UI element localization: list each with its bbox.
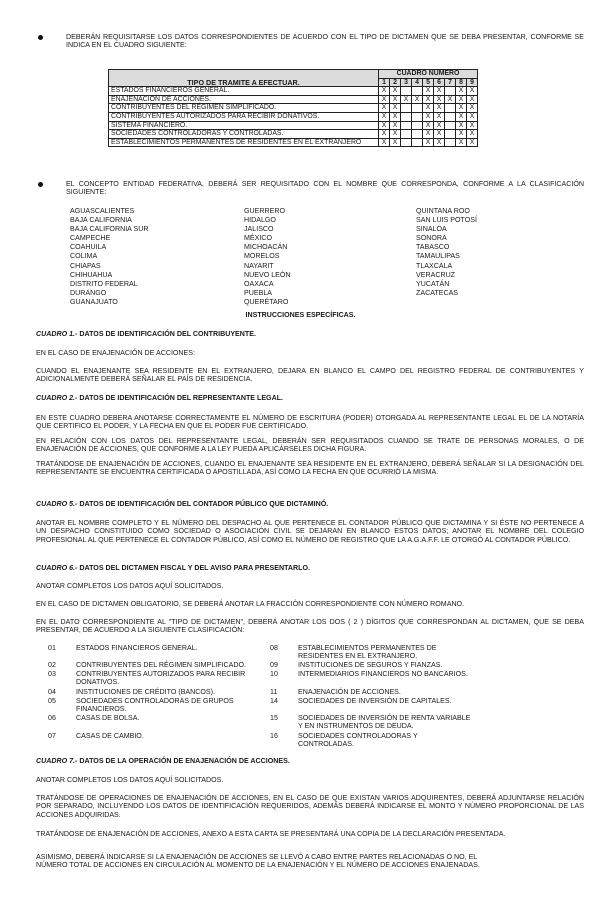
- table-cell-mark: X: [467, 121, 478, 130]
- classification-item: [48, 697, 252, 713]
- state-name: SAN LUIS POTOSÍ: [416, 216, 477, 225]
- section-title: DATOS DEL DICTAMEN FISCAL Y DEL AVISO PARA PRESENTARLO.: [79, 564, 310, 572]
- classification-item: [48, 644, 252, 652]
- table-cell-mark: X: [379, 87, 390, 96]
- table-cell-mark: [445, 130, 456, 139]
- state-name: COLIMA: [70, 252, 98, 261]
- section-heading-cuadro-5: [36, 500, 584, 508]
- table-cell-mark: X: [456, 112, 467, 121]
- state-name: AGUASCALIENTES: [70, 207, 135, 215]
- table-cell-mark: X: [423, 130, 434, 139]
- paragraph: EN ESTE CUADRO DEBERA ANOTARSE CORRECTAMENTE EL NÚMERO DE ESCRITURA (PODER) OTORGADA AL REPRESENTANTE LEGAL EL DE LA NOTARÍA QUE CERTIFICO EL PODER, Y LA FECHA EN QUE EL PODER FUE CERTIFICADO.: [36, 414, 584, 431]
- state-name: TAMAULIPAS: [416, 252, 460, 261]
- classification-code: 06: [48, 714, 56, 722]
- state-name: TLAXCALA: [416, 261, 453, 270]
- table-cell-mark: X: [467, 112, 478, 121]
- state-name: YUCATÁN: [416, 279, 450, 288]
- state-name: BAJA CALIFORNIA: [70, 216, 132, 225]
- table-cell-mark: [401, 121, 412, 130]
- state-name: CHIAPAS: [70, 261, 101, 270]
- table-cell-mark: X: [434, 130, 445, 139]
- table-cell-mark: [412, 104, 423, 113]
- table-row: [109, 130, 478, 139]
- classification-code: 02: [48, 661, 56, 669]
- state-name: CAMPECHE: [70, 234, 111, 243]
- bullet-text: EL CONCEPTO ENTIDAD FEDERATIVA, DEBERÁ SER REQUISITADO CON EL NOMBRE QUE CORRESPONDA, CONFORME A LA CLASIFICACIÓN SIGUIENTE:: [66, 180, 584, 197]
- state-name: DURANGO: [70, 288, 107, 297]
- classification-item: [270, 688, 474, 696]
- table-cell-mark: X: [390, 95, 401, 104]
- classification-code: 15: [270, 714, 278, 722]
- table-cell-mark: [412, 138, 423, 147]
- state-name: SINALOA: [416, 225, 447, 234]
- table-cell-mark: [401, 138, 412, 147]
- bullet-paragraph: [66, 180, 584, 197]
- states-column: [244, 207, 291, 307]
- table-cell-mark: X: [456, 104, 467, 113]
- classification-text: INTERMEDIARIOS FINANCIEROS NO BANCARIOS.: [298, 670, 468, 678]
- state-name: ZACATECAS: [416, 288, 459, 297]
- state-name: COAHUILA: [70, 243, 107, 252]
- classification-text: SOCIEDADES DE INVERSIÓN DE RENTA VARIABLE Y EN INSTRUMENTOS DE DEUDA.: [298, 714, 471, 731]
- state-name: GUERRERO: [244, 207, 285, 215]
- paragraph: EN EL CASO DE ENAJENACIÓN DE ACCIONES:: [36, 349, 195, 357]
- table-cell-mark: X: [423, 95, 434, 104]
- classification-text: CONTRIBUYENTES DEL RÉGIMEN SIMPLIFICADO.: [76, 661, 247, 669]
- paragraph: EN RELACIÓN CON LOS DATOS DEL REPRESENTANTE LEGAL, DEBERÁN SER REQUISITADOS CUANDO SE TRATE DE PERSONAS MORALES, O DE ENAJENACIÓN DE ACCIONES, QUE CONFORME A LA LEY PUEDA APLICÁRSELES DICHA FIGURA.: [36, 437, 584, 454]
- cuadro-label: CUADRO 6.-: [36, 564, 78, 572]
- table-header-number: 6: [434, 78, 445, 87]
- table-body: [109, 87, 478, 147]
- table-cell-mark: X: [434, 95, 445, 104]
- table-cell-mark: X: [379, 121, 390, 130]
- classification-item: [48, 688, 252, 696]
- table-cell-mark: X: [467, 95, 478, 104]
- table-cell-mark: [412, 87, 423, 96]
- cuadro-table: [108, 69, 478, 147]
- table-row-label: CONTRIBUYENTES DEL RÉGIMEN SIMPLIFICADO.: [109, 104, 379, 113]
- table-cell-mark: [445, 121, 456, 130]
- table-row: [109, 138, 478, 147]
- classification-text: ENAJENACIÓN DE ACCIONES.: [298, 688, 401, 696]
- table-cell-mark: X: [434, 121, 445, 130]
- state-name: NUEVO LEÓN: [244, 270, 291, 279]
- table-cell-mark: X: [379, 138, 390, 147]
- table-cell-mark: X: [423, 138, 434, 147]
- table-header-cuadro: CUADRO NUMERO: [379, 70, 478, 79]
- table-row-label: ESTADOS FINANCIEROS GENERAL.: [109, 87, 379, 96]
- classification-text: SOCIEDADES DE INVERSIÓN DE CAPITALES.: [298, 697, 452, 705]
- state-name: VERACRUZ: [416, 270, 456, 279]
- state-name: PUEBLA: [244, 288, 272, 297]
- table-cell-mark: [412, 130, 423, 139]
- classification-code: 10: [270, 670, 278, 678]
- paragraph: [36, 853, 584, 870]
- table-cell-mark: [401, 130, 412, 139]
- state-name: GUANAJUATO: [70, 297, 118, 306]
- classification-code: 01: [48, 644, 56, 652]
- classification-code: 14: [270, 697, 278, 705]
- paragraph: ANOTAR EL NOMBRE COMPLETO Y EL NÚMERO DEL DESPACHO AL QUE PERTENECE EL CONTADOR PÚBLICO QUE DICTAMINA Y SI ÉSTE NO PERTENECE A UN DESPACHO CONSTITUIDO COMO SOCIEDAD O ASOCIACIÓN CIVIL SE DEJARAN EN BLANCO ESTOS DATOS; ANOTAR EL NOMBRE DEL COLEGIO PROFESIONAL AL QUE PERTENECE EL CONTADOR PÚBLICO, ASÍ COMO EL NÚMERO DE REGISTRO QUE LA A.G.A.F.F. LE OTORGÓ AL CONTADOR PÚBLICO.: [36, 519, 584, 544]
- table-cell-mark: X: [379, 112, 390, 121]
- classification-code: 09: [270, 661, 278, 669]
- cuadro-label: CUADRO 5.-: [36, 500, 78, 508]
- paragraph: EN EL DATO CORRESPONDIENTE AL "TIPO DE DICTAMEN", DEBERÁ ANOTAR LOS DOS ( 2 ) DÍGITOS QUE CORRESPONDAN AL DICTAMEN, QUE SE DEBA PRESENTAR, DE ACUERDO A LA SIGUIENTE CLASIFICACIÓN:: [36, 618, 584, 635]
- table-cell-mark: X: [467, 138, 478, 147]
- table-row-label: SOCIEDADES CONTROLADORAS Y CONTROLADAS.: [109, 130, 379, 139]
- classification-item: [270, 644, 474, 660]
- table-cell-mark: X: [456, 138, 467, 147]
- bullet-paragraph: [66, 33, 584, 50]
- table-cell-mark: X: [390, 130, 401, 139]
- table-row: [109, 104, 478, 113]
- classification-code: 08: [270, 644, 278, 652]
- classification-text: ESTADOS FINANCIEROS GENERAL.: [76, 644, 198, 652]
- section-heading-cuadro-6: [36, 564, 584, 572]
- table-header-number: 3: [401, 78, 412, 87]
- table-cell-mark: [401, 104, 412, 113]
- paragraph-line: NÚMERO TOTAL DE ACCIONES EN CIRCULACIÓN AL MOMENTO DE LA ENAJENACIÓN Y EL NÚMERO DE ACCIONES ENAJENADAS.: [36, 861, 480, 870]
- table-header-number: 9: [467, 78, 478, 87]
- table-cell-mark: X: [423, 104, 434, 113]
- classification-item: [270, 714, 474, 730]
- table-header-number: 2: [390, 78, 401, 87]
- classification-code: 07: [48, 732, 56, 740]
- table-header-tipo: TIPO DE TRAMITE A EFECTUAR.: [109, 70, 379, 87]
- cuadro-label: CUADRO 1.-: [36, 330, 78, 338]
- table-cell-mark: X: [456, 87, 467, 96]
- paragraph: TRATÁNDOSE DE OPERACIONES DE ENAJENACIÓN DE ACCIONES, EN EL CASO DE QUE EXISTAN VARIOS ADQUIRENTES, DEBERÁ ADJUNTARSE RELACIÓN POR SEPARADO, INCLUYENDO LOS DATOS DE IDENTIFICACIÓN REQUERIDOS, ADEMÁS DEBERÁ INDICARSE EL MONTO Y NÚMERO PROPORCIONAL DE LAS ACCIONES ADQUIRIDAS.: [36, 794, 584, 819]
- table-cell-mark: [401, 112, 412, 121]
- table-cell-mark: X: [379, 104, 390, 113]
- section-title: DATOS DE IDENTIFICACIÓN DEL CONTRIBUYENTE.: [79, 330, 256, 338]
- classification-code: 11: [270, 688, 278, 696]
- table-cell-mark: [445, 112, 456, 121]
- table-row: [109, 95, 478, 104]
- classification-item: [270, 670, 474, 678]
- table-cell-mark: [401, 87, 412, 96]
- table-cell-mark: [445, 87, 456, 96]
- cuadro-label: CUADRO 7.-: [36, 757, 78, 765]
- table-header-number: 7: [445, 78, 456, 87]
- table-cell-mark: X: [456, 130, 467, 139]
- bullet-icon: [38, 35, 43, 40]
- paragraph: TRATÁNDOSE DE ENAJENACIÓN DE ACCIONES, ANEXO A ESTA CARTA SE PRESENTARÁ UNA COPIA DE LA DECLARACIÓN PRESENTADA.: [36, 830, 506, 838]
- table-cell-mark: X: [390, 87, 401, 96]
- table-cell-mark: X: [390, 138, 401, 147]
- table-cell-mark: X: [456, 121, 467, 130]
- paragraph: CUANDO EL ENAJENANTE SEA RESIDENTE EN EL EXTRANJERO, DEJARA EN BLANCO EL CAMPO DEL REGISTRO FEDERAL DE CONTRIBUYENTES Y ADICIONALMENTE DEBERÁ SEÑALAR EL PAÍS DE RESIDENCIA.: [36, 367, 584, 384]
- table-row-label: ENAJENACION DE ACCIONES.: [109, 95, 379, 104]
- table-cell-mark: X: [390, 121, 401, 130]
- classification-text: SOCIEDADES CONTROLADORAS Y CONTROLADAS.: [298, 732, 418, 749]
- classification-text: SOCIEDADES CONTROLADORAS DE GRUPOS FINANCIEROS.: [76, 697, 234, 714]
- classification-code: 05: [48, 697, 56, 705]
- table-cell-mark: [445, 138, 456, 147]
- table-cell-mark: [445, 104, 456, 113]
- section-heading-cuadro-7: [36, 757, 584, 765]
- classification-item: [48, 732, 252, 740]
- table-cell-mark: X: [401, 95, 412, 104]
- cuadro-label: CUADRO 2.-: [36, 394, 78, 402]
- states-column: [70, 207, 148, 307]
- state-name: BAJA CALIFORNIA SUR: [70, 225, 149, 234]
- table-row-label: CONTRIBUYENTES AUTORIZADOS PARA RECIBIR DONATIVOS.: [109, 112, 379, 121]
- classification-item: [270, 732, 474, 748]
- paragraph: ANOTAR COMPLETOS LOS DATOS AQUÍ SOLICITADOS.: [36, 776, 224, 784]
- bullet-icon: [38, 182, 43, 187]
- table-cell-mark: X: [434, 104, 445, 113]
- table-cell-mark: [412, 121, 423, 130]
- table-cell-mark: X: [379, 130, 390, 139]
- classification-text: CONTRIBUYENTES AUTORIZADOS PARA RECIBIR DONATIVOS.: [76, 670, 246, 687]
- classification-item: [270, 661, 474, 669]
- table-cell-mark: X: [434, 112, 445, 121]
- table-cell-mark: X: [434, 87, 445, 96]
- classification-item: [48, 714, 252, 722]
- classification-code: 04: [48, 688, 56, 696]
- table-cell-mark: X: [456, 95, 467, 104]
- state-name: QUINTANA ROO: [416, 207, 470, 215]
- classification-code: 16: [270, 732, 278, 740]
- classification-text: INSTITUCIONES DE CRÉDITO (BANCOS).: [76, 688, 215, 696]
- paragraph: ANOTAR COMPLETOS LOS DATOS AQUÍ SOLICITADOS.: [36, 582, 224, 590]
- table-cell-mark: X: [423, 112, 434, 121]
- section-title: DATOS DE LA OPERACIÓN DE ENAJENACIÓN DE ACCIONES.: [79, 757, 290, 765]
- paragraph: TRATÁNDOSE DE ENAJENACIÓN DE ACCIONES, CUANDO EL ENAJENANTE SEA RESIDENTE EN EL EXTRANJERO, DEBERÁ SEÑALAR SI LA DESIGNACIÓN DEL REPRESENTANTE SE ENCUENTRA CERTIFICADA O APOSTILLADA, ASÍ COMO LA FECHA EN QUE OCURRIÓ LA MISMA.: [36, 460, 584, 477]
- classification-text: ESTABLECIMIENTOS PERMANENTES DE RESIDENTES EN EL EXTRANJERO.: [298, 644, 437, 661]
- paragraph: EN EL CASO DE DICTAMEN OBLIGATORIO, SE DEBERÁ ANOTAR LA FRACCIÓN CORRESPONDIENTE CON NÚMERO ROMANO.: [36, 600, 465, 608]
- instructions-title: INSTRUCCIONES ESPECÍFICAS.: [245, 311, 356, 319]
- table-header-number: 8: [456, 78, 467, 87]
- table-cell-mark: X: [467, 130, 478, 139]
- state-name: MORELOS: [244, 252, 280, 261]
- state-name: NAYARIT: [244, 261, 274, 270]
- table-cell-mark: [412, 112, 423, 121]
- classification-item: [48, 670, 252, 686]
- state-name: QUERÉTARO: [244, 297, 289, 306]
- section-heading-cuadro-1: [36, 330, 584, 338]
- section-title: DATOS DE IDENTIFICACIÓN DEL REPRESENTANTE LEGAL.: [79, 394, 284, 402]
- state-name: OAXACA: [244, 279, 274, 288]
- state-name: MICHOACÁN: [244, 243, 288, 252]
- state-name: HIDALGO: [244, 216, 276, 225]
- table-row: [109, 112, 478, 121]
- table-row: [109, 87, 478, 96]
- table-header-number: 4: [412, 78, 423, 87]
- state-name: DISTRITO FEDERAL: [70, 279, 138, 288]
- table-row-label: SISTEMA FINANCIERO.: [109, 121, 379, 130]
- classification-item: [270, 697, 474, 705]
- table-cell-mark: X: [390, 112, 401, 121]
- table-cell-mark: X: [412, 95, 423, 104]
- classification-text: INSTITUCIONES DE SEGUROS Y FIANZAS.: [298, 661, 443, 669]
- table-cell-mark: X: [423, 87, 434, 96]
- state-name: JALISCO: [244, 225, 274, 234]
- state-name: SONORA: [416, 234, 447, 243]
- table-cell-mark: X: [467, 104, 478, 113]
- state-name: CHIHUAHUA: [70, 270, 113, 279]
- table-cell-mark: X: [445, 95, 456, 104]
- classification-text: CASAS DE CAMBIO.: [76, 732, 144, 740]
- state-name: TABASCO: [416, 243, 450, 252]
- table-cell-mark: X: [423, 121, 434, 130]
- state-name: MÉXICO: [244, 234, 272, 243]
- paragraph-line: ASIMISMO, DEBERÁ INDICARSE SI LA ENAJENACIÓN DE ACCIONES SE LLEVÓ A CABO ENTRE PARTES RELACIONADAS O NO, EL: [36, 853, 478, 861]
- table-cell-mark: X: [434, 138, 445, 147]
- section-heading-cuadro-2: [36, 394, 584, 402]
- section-title: DATOS DE IDENTIFICACIÓN DEL CONTADOR PÚBLICO QUE DICTAMINÓ.: [79, 500, 329, 508]
- table-row: [109, 121, 478, 130]
- table-header-number: 1: [379, 78, 390, 87]
- classification-item: [48, 661, 252, 669]
- table-cell-mark: X: [390, 104, 401, 113]
- table-row-label: ESTABLECIMIENTOS PERMANENTES DE RESIDENTES EN EL EXTRANJERO: [109, 138, 379, 147]
- table-header-number: 5: [423, 78, 434, 87]
- classification-code: 03: [48, 670, 56, 678]
- classification-text: CASAS DE BOLSA.: [76, 714, 140, 722]
- bullet-text: DEBERÁN REQUISITARSE LOS DATOS CORRESPONDIENTES DE ACUERDO CON EL TIPO DE DICTAMEN QUE SE DEBA PRESENTAR, CONFORME SE INDICA EN EL CUADRO SIGUIENTE:: [66, 33, 584, 50]
- states-column: [416, 207, 477, 298]
- table-cell-mark: X: [379, 95, 390, 104]
- table-cell-mark: X: [467, 87, 478, 96]
